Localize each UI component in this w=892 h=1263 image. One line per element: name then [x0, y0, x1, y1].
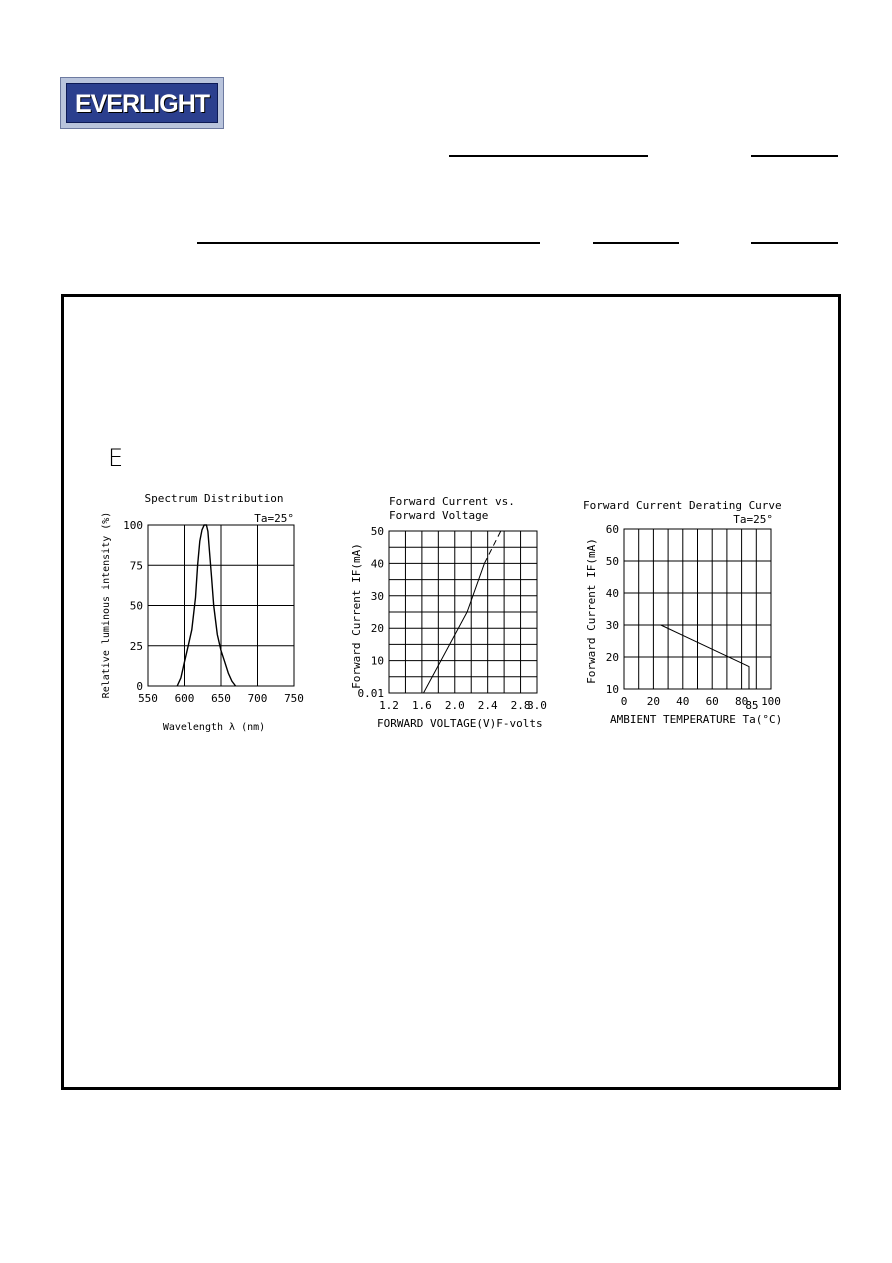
- grid: [624, 529, 771, 689]
- header-rule-1: [449, 155, 648, 157]
- chart-annotation: Ta=25°: [254, 512, 294, 525]
- everlight-logo: [60, 77, 224, 129]
- x-tick-label: 600: [174, 692, 195, 705]
- x-tick-label: 40: [676, 695, 690, 708]
- chart-title: Forward Current Derating Curve: [583, 499, 782, 512]
- x-tick-labels: [621, 695, 781, 712]
- x-tick-label: 1.6: [411, 699, 432, 712]
- x-tick-labels: [379, 699, 547, 712]
- x-tick-label: 0: [620, 695, 628, 708]
- header-rule-4: [593, 242, 679, 244]
- x-tick-labels: [138, 692, 304, 705]
- y-tick-label: 40: [605, 587, 619, 600]
- y-tick-label: 40: [370, 557, 384, 571]
- x-tick-label: 60: [705, 695, 719, 708]
- x-tick-label: 2.4: [477, 699, 498, 712]
- x-axis-label: Wavelength λ (nm): [162, 722, 266, 733]
- y-tick-label: 10: [605, 683, 619, 696]
- y-tick-label: 50: [129, 599, 143, 613]
- x-tick-label-extra: 85: [745, 699, 759, 712]
- y-tick-labels: [123, 519, 143, 693]
- plot-area: [358, 525, 547, 712]
- chart-subtitle: Forward Voltage: [389, 509, 489, 522]
- spectrum-chart: [90, 485, 320, 740]
- x-tick-label: 1.2: [379, 699, 399, 712]
- x-tick-label: 650: [211, 692, 231, 705]
- x-tick-label: 80: [734, 695, 749, 708]
- x-tick-label: 550: [138, 692, 158, 705]
- x-tick-label: 700: [247, 692, 268, 705]
- y-tick-labels: [606, 523, 619, 696]
- x-tick-label: 2.0: [444, 699, 465, 712]
- y-tick-label: 20: [605, 651, 619, 664]
- y-axis-label: Forward Current IF(mA): [585, 538, 598, 684]
- y-tick-label: 60: [605, 523, 619, 536]
- y-axis-label: Forward Current IF(mA): [350, 543, 363, 689]
- y-tick-label: 0.01: [357, 687, 384, 700]
- logo-text: EVERLIGHT: [74, 90, 210, 118]
- plot-area: [606, 523, 781, 712]
- chart-title: Spectrum Distribution: [144, 492, 284, 505]
- derating-curve-chart: [578, 494, 808, 739]
- logo-panel: [66, 83, 218, 123]
- x-axis-label: AMBIENT TEMPERATURE Ta(°C): [610, 713, 783, 726]
- y-tick-label: 75: [129, 559, 143, 573]
- x-tick-label: 100: [761, 695, 781, 708]
- y-tick-label: 50: [370, 525, 384, 538]
- plot-area: [123, 519, 304, 705]
- grid: [148, 525, 294, 686]
- y-tick-label: 0: [136, 680, 143, 693]
- chart-title: Forward Current vs.: [389, 495, 515, 508]
- y-tick-label: 100: [123, 519, 143, 532]
- x-tick-label: 750: [284, 692, 304, 705]
- x-tick-label: 20: [646, 695, 661, 708]
- y-tick-label: 50: [605, 555, 619, 568]
- y-tick-label: 30: [370, 589, 384, 603]
- grid: [389, 531, 537, 693]
- y-tick-label: 30: [605, 619, 619, 632]
- y-tick-label: 10: [370, 654, 384, 668]
- header-rule-3: [197, 242, 540, 244]
- forward-current-voltage-chart: [343, 490, 563, 740]
- header-rule-5: [751, 242, 838, 244]
- y-axis-label: Relative luminous intensity (%): [101, 511, 112, 699]
- x-tick-label: 3.0: [527, 699, 547, 712]
- y-tick-label: 25: [129, 639, 143, 653]
- y-tick-label: 20: [370, 622, 384, 636]
- x-tick-label: 2.8: [510, 699, 531, 712]
- section-letter: E: [108, 444, 124, 472]
- header-rule-2: [751, 155, 838, 157]
- chart-annotation: Ta=25°: [733, 513, 773, 526]
- x-axis-label: FORWARD VOLTAGE(V)F-volts: [377, 717, 543, 730]
